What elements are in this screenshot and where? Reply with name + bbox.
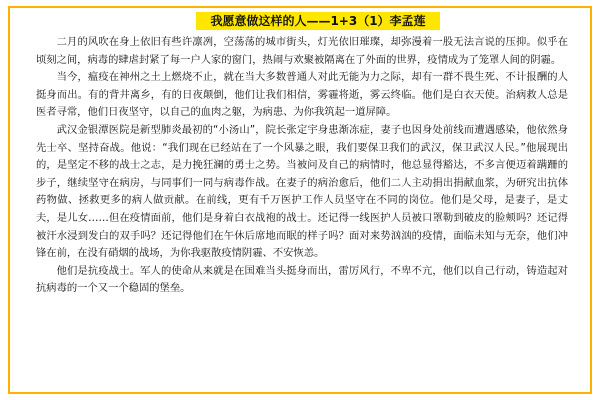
paragraph-3: 武汉金银潭医院是新型肺炎最初的“小汤山”，院长张定宇身患渐冻症，妻子也因身处前线而遭遇感染，他依然身先士卒、坚持奋战。他说：“我们现在已经站在了一个风暴之眼，我们要保卫我们的武汉，保卫武汉人民。”他展现出的，是坚定不移的战士之志，是力挽狂澜的勇士之势。当被问及自己的病情时，他总显得豁达，不多言便迈着蹒跚的步子，继续坚守在病房，与同事们一同与病毒作战。在妻子的病治愈后，他们二人主动捐出捐献血浆，为研究出抗体药物做、拯救更多的病人做贡献。在前线，更有千万医护工作人员坚守在不同的岗位。他们是父母，是妻子，是丈夫，是儿女……但在疫情面前，他们是身着白衣战袍的战士。还记得一线医护人员被口罩勒到破皮的脸颊吗？还记得被汗水浸到发白的双手吗？还记得他们在午休后席地而眠的样子吗？面对来势汹汹的疫情，面临未知与无奈，他们冲锋在前，在没有硝烟的战场，为你我驱散疫情阴霾、不安恢恙。 [36, 123, 568, 260]
paragraph-2: 当今，瘟疫在神州之土上燃烧不止，就在当大多数普通人对此无能为力之际，却有一群不畏生死、不计报酬的人挺身而出。有的背井离乡，有的日夜颠倒，他们让我们相信，雾霾将逝，雾云终临。他们是白衣天使。治病救人总是医者寻常，他们日夜坚守，以自己的血肉之躯，为病患、为你我筑起一道屏障。 [36, 71, 568, 119]
document-title: 我愿意做这样的人——1+3（1）李孟莲 [196, 12, 440, 30]
paragraph-1: 二月的风吹在身上依旧有些许凛冽，空荡荡的城市街头，灯光依旧璀璨，却弥漫着一股无法言说的压抑。似乎在顷刻之间，病毒的肆虐封紧了每一户人家的窗门，热闹与欢聚被隔离在了外面的世界，疫情成为了笼罩人间的阴霾。 [36, 36, 568, 66]
document-body [36, 34, 568, 390]
document-page [8, 6, 592, 394]
paragraph-4: 他们是抗疫战士。军人的使命从来就是在国难当头挺身而出，雷厉风行，不卑不亢，他们以自己行动，铸造起对抗病毒的一个又一个稳固的堡垒。 [36, 264, 568, 295]
